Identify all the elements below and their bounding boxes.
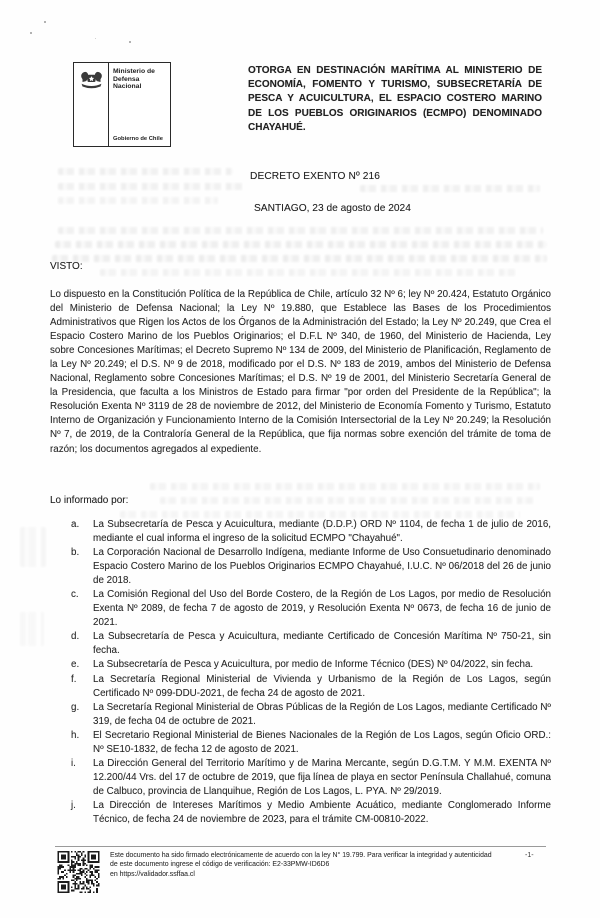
scan-bleed-artifact [52, 255, 547, 262]
item-text: La Dirección General del Territorio Marítimo y de Marina Mercante, según D.G.T.M. Y M.M. EXENTA Nº 12.200/44 Vrs. del 17 de octubre de 2019, que fija línea de playa en sector Península Challahué, comuna de Calbuco, provincia de Llanquihue, Región de Los Lagos, L. PYA. Nº 29/2019. [93, 757, 551, 797]
item-text: La Secretaría Regional Ministerial de Obras Públicas de la Región de Los Lagos, mediante Certificado Nº 319, de fecha 04 de octubre de 2021. [93, 701, 551, 727]
scan-bleed-artifact [150, 483, 540, 490]
scan-speck [44, 21, 46, 23]
list-item [71, 757, 551, 799]
item-text: La Secretaría Regional Ministerial de Vivienda y Urbanismo de la Región de Los Lagos, según Certificado Nº 099-DDU-2021, de fecha 24 de agosto de 2021. [93, 673, 551, 699]
scan-bleed-artifact [160, 497, 535, 504]
scan-bleed-artifact [58, 197, 218, 204]
item-letter: j. [71, 799, 76, 811]
informado-list [71, 518, 551, 827]
list-item [71, 658, 551, 672]
list-item [71, 546, 551, 588]
footer-legal-line3: en https://validador.ssffaa.cl [110, 870, 195, 878]
scan-speck [95, 38, 96, 39]
ministry-logo-text [109, 63, 170, 146]
place-and-date: SANTIAGO, 23 de agosto de 2024 [254, 203, 411, 214]
scan-bleed-artifact [58, 168, 233, 175]
footer-legal-text [110, 851, 508, 879]
scan-bleed-artifact [55, 241, 547, 248]
government-name: Gobierno de Chile [113, 136, 163, 142]
item-letter: f. [71, 673, 77, 685]
footer-legal-line2: de este documento ingrese el código de verificación: E2-33PMW-ID6D6 [110, 861, 330, 869]
list-item [71, 518, 551, 546]
scan-bleed-artifact [360, 185, 540, 192]
scan-speck [30, 32, 32, 34]
list-item [71, 673, 551, 701]
scan-speck [129, 41, 131, 43]
decree-number: DECRETO EXENTO Nº 216 [250, 171, 380, 182]
scan-bleed-artifact [20, 612, 44, 646]
item-letter: h. [71, 729, 80, 741]
list-item [71, 701, 551, 729]
qr-code-icon [57, 851, 100, 893]
item-letter: d. [71, 631, 80, 643]
list-item [71, 588, 551, 630]
scan-bleed-artifact [120, 511, 520, 518]
chile-coat-of-arms-icon [74, 63, 109, 146]
list-item [71, 799, 551, 827]
item-letter: b. [71, 547, 80, 559]
scan-bleed-artifact [100, 269, 520, 276]
visto-paragraph: Lo dispuesto en la Constitución Política de la República de Chile, artículo 32 Nº 6; ley Nº 20.424, Estatuto Orgánico del Ministerio de Defensa Nacional; la Ley Nº 19.880, que Establece las Bases de los Procedimientos Administrativos que Rigen los Actos de los Órganos de la Administración del Estado; la Ley Nº 20.249, que Crea el Espacio Costero Marino de los Pueblos Originarios; el D.F.L Nº 340, de 1960, del Ministerio de Hacienda, Ley sobre Concesiones Marítimas; el Decreto Supremo Nº 134 de 2009, del Ministerio de Planificación, Reglamento de la Ley Nº 20.249; el D.S. Nº 9 de 2018, modificado por el D.S. Nº 183 de 2019, ambos del Ministerio de Defensa Nacional, Reglamento sobre Concesiones Marítimas; el D.S. Nº 19 de 2001, del Ministerio Secretaría General de la Presidencia, que faculta a los Ministros de Estado para firmar "por orden del Presidente de la República"; la Resolución Exenta Nº 3119 de 28 de noviembre de 2012, del Ministerio de Economía Fomento y Turismo, Estatuto Interno de Organización y Funcionamiento Interno de la Comisión Intersectorial de la Ley Nº 20.249; la Resolución Nº 7, de 2019, de la Contraloría General de la República, que fija normas sobre exención del trámite de toma de razón; los documentos agregados al expediente. [50, 289, 551, 455]
list-item [71, 729, 551, 757]
scan-bleed-artifact [20, 527, 46, 567]
footer-legal-line1: Este documento ha sido firmado electrónicamente de acuerdo con la ley N° 19.799. Para verificar la integridad y autenticidad [110, 852, 492, 859]
ministry-logo-box [73, 62, 171, 147]
item-text: La Comisión Regional del Uso del Borde Costero, de la Región de Los Lagos, por medio de Resolución Exenta Nº 2089, de fecha 7 de agosto de 2019, y Resolución Exenta Nº 0673, de fecha 16 de junio de 2021. [93, 589, 551, 629]
scan-bleed-artifact [58, 183, 243, 190]
scan-bleed-artifact [58, 227, 543, 234]
item-text: La Dirección de Intereses Marítimos y Medio Ambiente Acuático, mediante Conglomerado Informe Técnico, de fecha 24 de noviembre de 2023, para el trámite CM-00810-2022. [93, 799, 551, 825]
footer-divider [55, 846, 546, 847]
item-text: La Subsecretaría de Pesca y Acuicultura, mediante Certificado de Concesión Marítima Nº 750-21, sin fecha. [93, 631, 551, 657]
ministry-name: Ministerio de Defensa Nacional [113, 68, 155, 91]
informado-label: Lo informado por: [50, 495, 129, 506]
page-number: -1- [525, 852, 534, 859]
item-text: La Corporación Nacional de Desarrollo Indígena, mediante Informe de Uso Consuetudinario denominado Espacio Costero Marino de los Pueblos Originarios ECMPO Chayahué, I.U.C. Nº 06/2018 del 26 de junio de 2018. [93, 547, 551, 587]
decree-subject: OTORGA EN DESTINACIÓN MARÍTIMA AL MINISTERIO DE ECONOMÍA, FOMENTO Y TURISMO, SUBSECRETARÍA DE PESCA Y ACUICULTURA, EL ESPACIO COSTERO MARINO DE LOS PUEBLOS ORIGINARIOS (ECMPO) DENOMINADO CHAYAHUÉ. [248, 65, 542, 133]
visto-label: VISTO: [50, 261, 83, 272]
item-text: La Subsecretaría de Pesca y Acuicultura, mediante (D.D.P.) ORD Nº 1104, de fecha 1 de julio de 2016, mediante el cual informa el ingreso de la solicitud ECMPO "Chayahué". [93, 519, 551, 545]
item-letter: a. [71, 519, 80, 530]
item-text: El Secretario Regional Ministerial de Bienes Nacionales de la Región de Los Lagos, según Oficio ORD.: Nº SE10-1832, de fecha 12 de agosto de 2021. [93, 729, 551, 755]
item-letter: c. [71, 589, 79, 601]
item-letter: i. [71, 757, 76, 769]
list-item [71, 630, 551, 658]
item-text: La Subsecretaría de Pesca y Acuicultura, por medio de Informe Técnico (DES) Nº 04/2022, sin fecha. [93, 659, 534, 671]
item-letter: g. [71, 701, 80, 713]
item-letter: e. [71, 659, 80, 671]
